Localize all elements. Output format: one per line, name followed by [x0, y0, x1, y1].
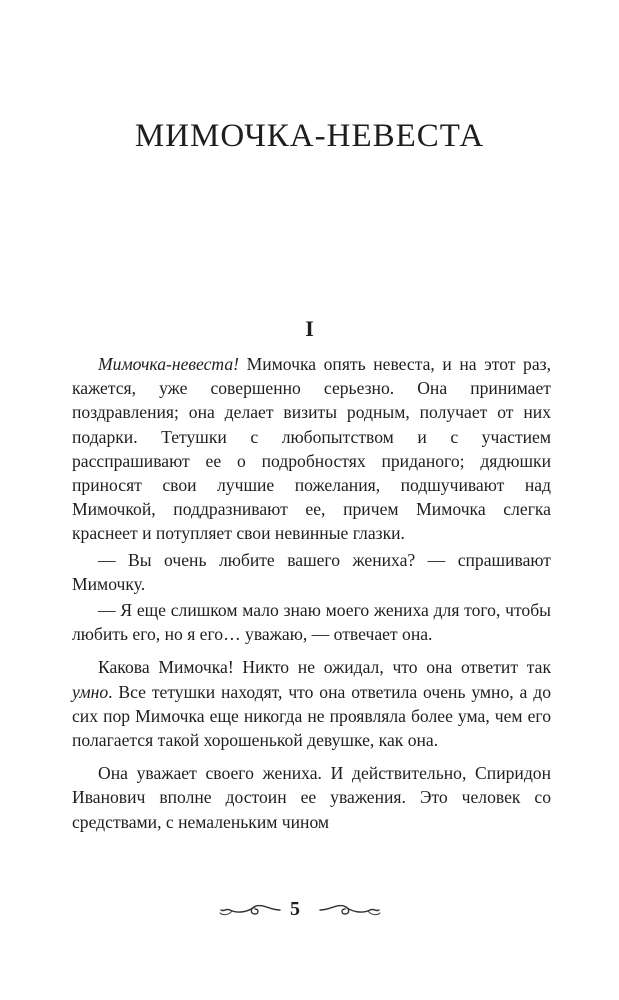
- paragraph-2: — Вы очень любите вашего жениха? — спрашивают Мимочку.: [72, 549, 551, 594]
- italic-lead: Мимочка-невеста!: [98, 354, 239, 374]
- paragraph-3: — Я еще слишком мало знаю моего жениха для того, чтобы любить его, но я его… уважаю, — отвечает она.: [72, 600, 551, 645]
- paragraph-1-text: Мимочка опять невеста, и на этот раз, кажется, уже совершенно серьезно. Она принимает поздравления; она делает визиты родным, получает от них подарки. Тетушки с любопытством и с участием расспрашивают ее о подробностях приданого; дядюшки приносят свои лучшие пожелания, подшучивают над Мимочкой, поддразнивают ее, причем Мимочка слегка краснеет и потупляет свои невинные глазки.: [72, 354, 551, 544]
- paragraph-5: Она уважает своего жениха. И действительно, Спиридон Иванович вполне достоин ее уважения. Это человек со средствами, с немаленьким чином: [72, 763, 551, 832]
- flourish-left-icon: [218, 900, 282, 920]
- chapter-title: МИМОЧКА-НЕВЕСТА: [134, 118, 485, 154]
- page-number: 5: [290, 898, 300, 920]
- paragraph-4-after: . Все тетушки находят, что она ответила очень умно, а до сих пор Мимочка еще никогда не проявляла более ума, чем его полагается такой хорошенькой девушке, как она.: [72, 681, 551, 751]
- page-footer: [0, 898, 619, 924]
- body-text: [72, 352, 551, 843]
- paragraph-4-before: Какова Мимочка! Никто не ожидал, что она ответит так: [98, 657, 551, 678]
- paragraph-1: [72, 352, 551, 546]
- section-number: I: [305, 316, 314, 341]
- paragraph-4-italic: умно: [72, 681, 109, 702]
- paragraph-4: [72, 655, 551, 752]
- flourish-right-icon: [318, 900, 382, 920]
